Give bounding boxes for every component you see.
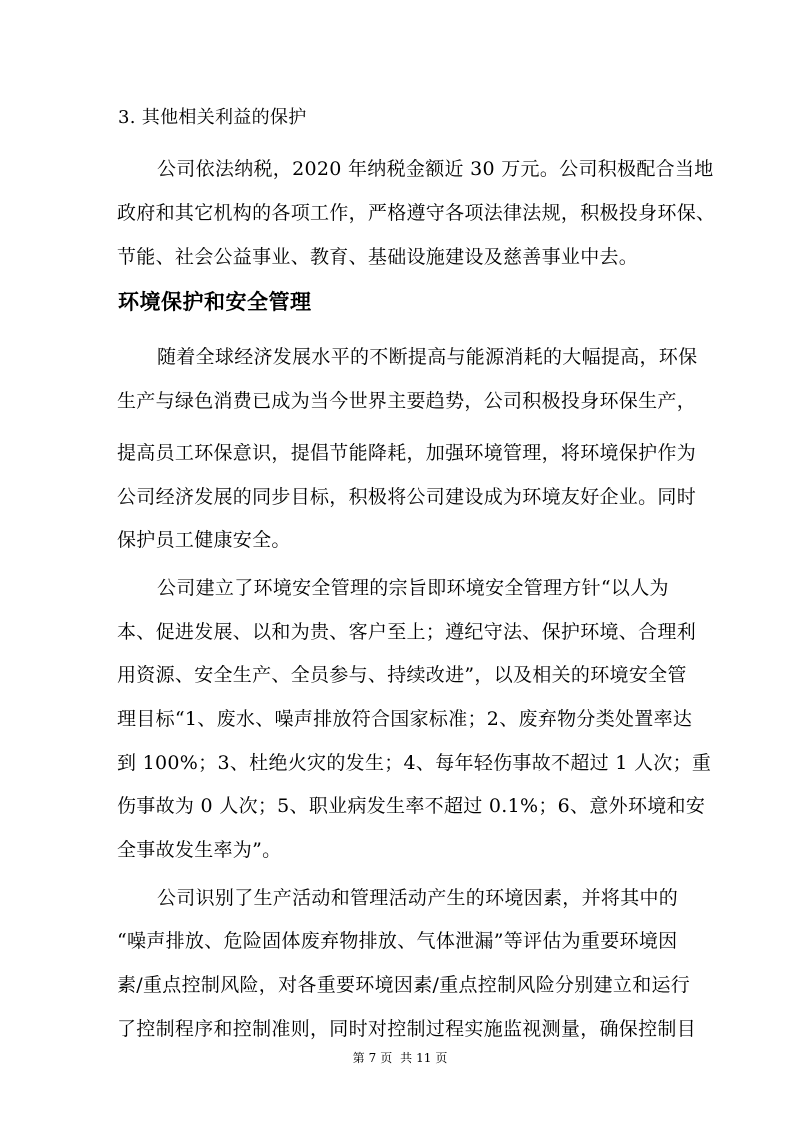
paragraph-line: 节能、社会公益事业、教育、基础设施建设及慈善事业中去。 — [117, 246, 639, 268]
paragraph-line: 本、促进发展、以和为贵、客户至上；遵纪守法、保护环境、合理利 — [117, 621, 697, 643]
paragraph-line: 公司依法纳税，2020 年纳税金额近 30 万元。公司积极配合当地 — [157, 158, 714, 180]
paragraph-line: 用资源、安全生产、全员参与、持续改进”，以及相关的环境安全管 — [117, 664, 687, 686]
paragraph-line: 理目标“1、废水、噪声排放符合国家标准；2、废弃物分类处置率达 — [117, 708, 693, 730]
paragraph-line: 伤事故为 0 人次；5、职业病发生率不超过 0.1%；6、意外环境和安 — [117, 795, 706, 817]
paragraph-line: 随着全球经济发展水平的不断提高与能源消耗的大幅提高，环保 — [157, 346, 698, 368]
paragraph-line: 政府和其它机构的各项工作，严格遵守各项法律法规，积极投身环保、 — [117, 202, 716, 224]
footer-total-pages: 11 — [416, 1051, 432, 1065]
subsection-heading: 3. 其他相关利益的保护 — [118, 107, 307, 128]
paragraph-line: 到 100%；3、杜绝火灾的发生；4、每年轻伤事故不超过 1 人次；重 — [117, 752, 712, 774]
paragraph-line: 公司识别了生产活动和管理活动产生的环境因素，并将其中的 — [157, 887, 679, 909]
footer-page-word: 页 — [380, 1051, 393, 1065]
paragraph-line: 提高员工环保意识，提倡节能降耗，加强环境管理，将环境保护作为 — [117, 442, 697, 464]
paragraph-line: 了控制程序和控制准则，同时对控制过程实施监视测量，确保控制目 — [117, 1018, 697, 1040]
paragraph-line: 公司经济发展的同步目标，积极将公司建设成为环境友好企业。同时 — [117, 486, 697, 508]
footer-prefix: 第 — [352, 1051, 365, 1065]
paragraph-line: “噪声排放、危险固体废弃物排放、气体泄漏”等评估为重要环境因 — [117, 930, 678, 952]
footer-total-word: 共 — [400, 1051, 413, 1065]
footer-suffix: 页 — [435, 1051, 448, 1065]
paragraph-line: 素/重点控制风险，对各重要环境因素/重点控制风险分别建立和运行 — [117, 974, 691, 996]
footer-current-page: 7 — [368, 1051, 377, 1065]
section-heading: 环境保护和安全管理 — [118, 290, 312, 314]
page-footer — [0, 1050, 800, 1066]
paragraph-line: 公司建立了环境安全管理的宗旨即环境安全管理方针“以人为 — [157, 577, 669, 599]
paragraph-line: 保护员工健康安全。 — [117, 529, 291, 551]
paragraph-line: 生产与绿色消费已成为当今世界主要趋势，公司积极投身环保生产， — [117, 390, 697, 412]
paragraph-line: 全事故发生率为”。 — [117, 839, 282, 861]
